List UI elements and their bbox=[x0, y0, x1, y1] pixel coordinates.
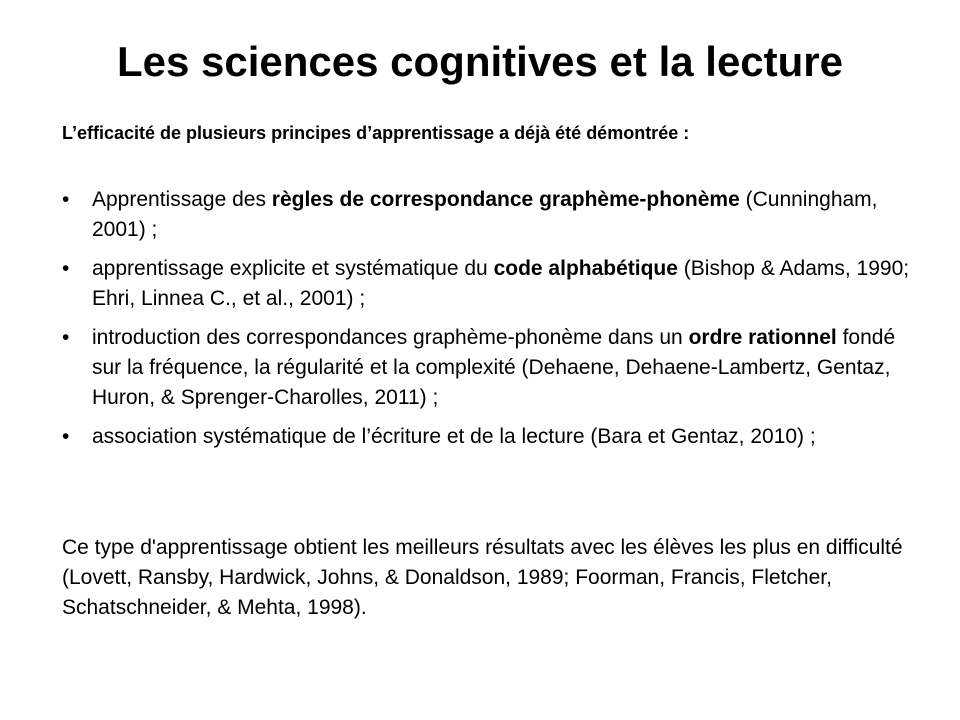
bullet-icon bbox=[62, 422, 82, 452]
bullet-text: Apprentissage des bbox=[92, 188, 272, 211]
bullet-text: fondé sur la fréquence, la régularité et la complexité (Dehaene, Dehaene-Lambertz, Gentaz, Huron, & Sprenger-Charolles, 2011) ; bbox=[92, 326, 896, 409]
bullet-item bbox=[62, 185, 922, 245]
conclusion-paragraph: Ce type d'apprentissage obtient les meilleurs résultats avec les élèves les plus en difficulté (Lovett, Ransby, Hardwick, Johns, & Donaldson, 1989; Foorman, Francis, Fletcher, Schatschneider, & Mehta, 1998). bbox=[62, 536, 903, 619]
bullet-text: introduction des correspondances graphème-phonème dans un bbox=[92, 326, 689, 349]
bullet-item bbox=[62, 323, 922, 413]
slide-title: Les sciences cognitives et la lecture bbox=[116, 38, 844, 85]
bullet-icon bbox=[62, 323, 82, 353]
bullet-text: (Bishop & Adams, 1990; Ehri, Linnea C., et al., 2001) ; bbox=[92, 257, 910, 310]
bullet-text: apprentissage explicite et systématique du bbox=[92, 257, 494, 280]
bullet-emphasis: ordre rationnel bbox=[688, 326, 837, 349]
bullet-item bbox=[62, 254, 922, 314]
bullet-text: association systématique de l’écriture et de la lecture (Bara et Gentaz, 2010) ; bbox=[92, 425, 816, 448]
bullet-item bbox=[62, 422, 922, 452]
bullet-icon bbox=[62, 254, 82, 284]
bullet-emphasis: code alphabétique bbox=[493, 257, 678, 280]
bullet-emphasis: règles de correspondance graphème-phonème bbox=[271, 188, 740, 211]
bullet-text: (Cunningham, 2001) ; bbox=[92, 188, 878, 241]
bullet-list bbox=[62, 185, 922, 461]
slide-subtitle: L’efficacité de plusieurs principes d’apprentissage a déjà été démontrée : bbox=[62, 123, 690, 143]
bullet-icon bbox=[62, 185, 82, 215]
